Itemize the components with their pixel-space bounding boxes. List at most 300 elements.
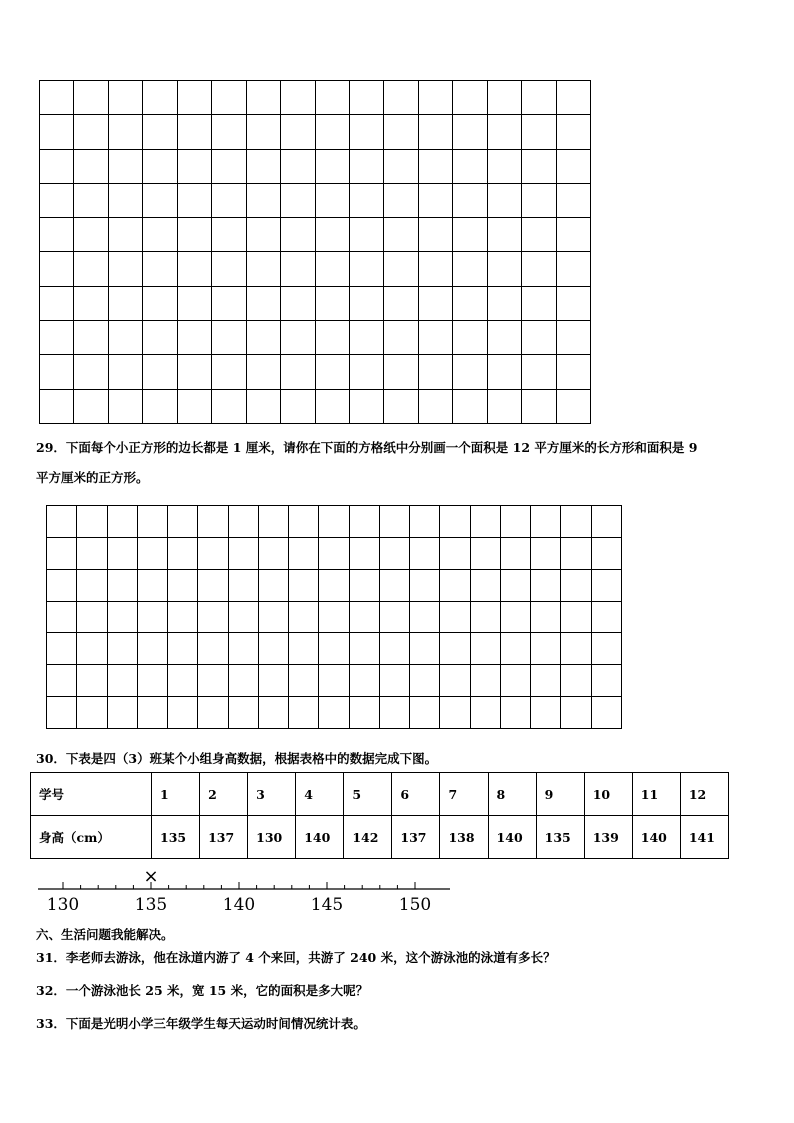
grid-cell[interactable] bbox=[281, 321, 315, 355]
grid-cell[interactable] bbox=[74, 355, 108, 389]
grid-cell[interactable] bbox=[384, 183, 418, 217]
grid-cell[interactable] bbox=[453, 252, 487, 286]
grid-cell[interactable] bbox=[500, 633, 530, 665]
grid-cell[interactable] bbox=[281, 115, 315, 149]
grid-cell[interactable] bbox=[561, 569, 591, 601]
grid-cell[interactable] bbox=[522, 252, 556, 286]
grid-cell[interactable] bbox=[487, 286, 521, 320]
grid-cell[interactable] bbox=[228, 569, 258, 601]
grid-cell[interactable] bbox=[453, 81, 487, 115]
grid-cell[interactable] bbox=[522, 218, 556, 252]
grid-cell[interactable] bbox=[47, 569, 77, 601]
grid-cell[interactable] bbox=[591, 537, 622, 569]
grid-cell[interactable] bbox=[410, 506, 440, 538]
grid-cell[interactable] bbox=[281, 218, 315, 252]
grid-cell[interactable] bbox=[522, 115, 556, 149]
grid-cell[interactable] bbox=[246, 81, 280, 115]
grid-cell[interactable] bbox=[228, 601, 258, 633]
grid-cell[interactable] bbox=[349, 506, 379, 538]
grid-cell[interactable] bbox=[556, 321, 590, 355]
grid-cell[interactable] bbox=[487, 183, 521, 217]
grid-cell[interactable] bbox=[487, 218, 521, 252]
grid-cell[interactable] bbox=[228, 537, 258, 569]
grid-cell[interactable] bbox=[137, 633, 167, 665]
grid-cell[interactable] bbox=[591, 569, 622, 601]
grid-cell[interactable] bbox=[107, 633, 137, 665]
grid-cell[interactable] bbox=[77, 506, 107, 538]
grid-row bbox=[47, 506, 622, 538]
grid-cell[interactable] bbox=[168, 537, 198, 569]
grid-cell[interactable] bbox=[440, 665, 470, 697]
grid-cell[interactable] bbox=[212, 183, 246, 217]
grid-cell[interactable] bbox=[108, 355, 142, 389]
grid-cell[interactable] bbox=[168, 569, 198, 601]
grid-cell[interactable] bbox=[177, 81, 211, 115]
grid-cell[interactable] bbox=[410, 569, 440, 601]
grid-cell[interactable] bbox=[137, 697, 167, 729]
grid-cell[interactable] bbox=[137, 506, 167, 538]
grid-row bbox=[40, 149, 591, 183]
grid-cell[interactable] bbox=[315, 389, 349, 423]
grid-cell[interactable] bbox=[108, 81, 142, 115]
grid-cell[interactable] bbox=[315, 355, 349, 389]
grid-cell[interactable] bbox=[108, 252, 142, 286]
grid-cell[interactable] bbox=[453, 321, 487, 355]
grid-cell[interactable] bbox=[418, 286, 452, 320]
grid-cell[interactable] bbox=[349, 665, 379, 697]
grid-cell[interactable] bbox=[500, 697, 530, 729]
grid-cell[interactable] bbox=[556, 389, 590, 423]
grid-cell[interactable] bbox=[77, 537, 107, 569]
grid-cell[interactable] bbox=[470, 537, 500, 569]
grid-cell[interactable] bbox=[107, 506, 137, 538]
grid-cell[interactable] bbox=[228, 665, 258, 697]
grid-cell[interactable] bbox=[531, 665, 561, 697]
grid-cell[interactable] bbox=[74, 252, 108, 286]
grid-cell[interactable] bbox=[258, 633, 288, 665]
grid-cell[interactable] bbox=[487, 81, 521, 115]
grid-cell[interactable] bbox=[143, 183, 177, 217]
grid-cell[interactable] bbox=[556, 218, 590, 252]
grid-cell[interactable] bbox=[258, 506, 288, 538]
grid-cell[interactable] bbox=[384, 286, 418, 320]
grid-cell[interactable] bbox=[177, 115, 211, 149]
grid-cell[interactable] bbox=[500, 665, 530, 697]
grid-cell[interactable] bbox=[315, 321, 349, 355]
grid-cell[interactable] bbox=[108, 389, 142, 423]
grid-cell[interactable] bbox=[40, 321, 74, 355]
grid-cell[interactable] bbox=[212, 355, 246, 389]
grid-cell[interactable] bbox=[143, 81, 177, 115]
grid-cell[interactable] bbox=[177, 389, 211, 423]
grid-cell[interactable] bbox=[522, 389, 556, 423]
grid-cell[interactable] bbox=[384, 355, 418, 389]
grid-cell[interactable] bbox=[379, 697, 409, 729]
grid-cell[interactable] bbox=[137, 665, 167, 697]
grid-cell[interactable] bbox=[470, 697, 500, 729]
grid-cell[interactable] bbox=[319, 633, 349, 665]
grid-cell[interactable] bbox=[591, 506, 622, 538]
grid-cell[interactable] bbox=[418, 115, 452, 149]
grid-cell[interactable] bbox=[440, 537, 470, 569]
grid-cell[interactable] bbox=[246, 355, 280, 389]
grid-cell[interactable] bbox=[40, 81, 74, 115]
grid-cell[interactable] bbox=[319, 697, 349, 729]
grid-cell[interactable] bbox=[315, 81, 349, 115]
grid-cell[interactable] bbox=[47, 697, 77, 729]
grid-cell[interactable] bbox=[410, 665, 440, 697]
grid-cell[interactable] bbox=[107, 601, 137, 633]
grid-cell[interactable] bbox=[47, 633, 77, 665]
grid-cell[interactable] bbox=[40, 389, 74, 423]
grid-cell[interactable] bbox=[168, 665, 198, 697]
grid-cell[interactable] bbox=[143, 355, 177, 389]
grid-cell[interactable] bbox=[281, 81, 315, 115]
grid-cell[interactable] bbox=[40, 183, 74, 217]
grid-cell[interactable] bbox=[228, 506, 258, 538]
grid-cell[interactable] bbox=[349, 183, 383, 217]
grid-cell[interactable] bbox=[561, 665, 591, 697]
grid-cell[interactable] bbox=[531, 506, 561, 538]
grid-cell[interactable] bbox=[522, 149, 556, 183]
grid-cell[interactable] bbox=[319, 569, 349, 601]
grid-cell[interactable] bbox=[349, 355, 383, 389]
grid-cell[interactable] bbox=[591, 633, 622, 665]
grid-cell[interactable] bbox=[246, 286, 280, 320]
grid-cell[interactable] bbox=[143, 389, 177, 423]
grid-cell[interactable] bbox=[384, 81, 418, 115]
grid-cell[interactable] bbox=[522, 355, 556, 389]
grid-cell[interactable] bbox=[561, 633, 591, 665]
grid-cell[interactable] bbox=[281, 252, 315, 286]
grid-cell[interactable] bbox=[379, 506, 409, 538]
grid-cell[interactable] bbox=[531, 633, 561, 665]
grid-cell[interactable] bbox=[453, 389, 487, 423]
grid-cell[interactable] bbox=[384, 115, 418, 149]
grid-cell[interactable] bbox=[108, 149, 142, 183]
grid-cell[interactable] bbox=[522, 81, 556, 115]
grid-cell[interactable] bbox=[556, 149, 590, 183]
grid-cell[interactable] bbox=[453, 115, 487, 149]
grid-cell[interactable] bbox=[40, 115, 74, 149]
grid-cell[interactable] bbox=[40, 286, 74, 320]
grid-cell[interactable] bbox=[440, 633, 470, 665]
grid-cell[interactable] bbox=[500, 537, 530, 569]
grid-cell[interactable] bbox=[522, 286, 556, 320]
grid-cell[interactable] bbox=[289, 697, 319, 729]
grid-cell[interactable] bbox=[74, 286, 108, 320]
grid-cell[interactable] bbox=[418, 183, 452, 217]
grid-cell[interactable] bbox=[47, 506, 77, 538]
grid-cell[interactable] bbox=[177, 321, 211, 355]
grid-cell[interactable] bbox=[531, 537, 561, 569]
grid-cell[interactable] bbox=[487, 321, 521, 355]
grid-cell[interactable] bbox=[453, 286, 487, 320]
grid-cell[interactable] bbox=[349, 115, 383, 149]
grid-cell[interactable] bbox=[74, 149, 108, 183]
grid-cell[interactable] bbox=[561, 537, 591, 569]
grid-cell[interactable] bbox=[137, 537, 167, 569]
grid-cell[interactable] bbox=[137, 569, 167, 601]
grid-cell[interactable] bbox=[47, 537, 77, 569]
grid-cell[interactable] bbox=[487, 389, 521, 423]
grid-cell[interactable] bbox=[522, 183, 556, 217]
grid-cell[interactable] bbox=[74, 321, 108, 355]
grid-cell[interactable] bbox=[315, 149, 349, 183]
grid-cell[interactable] bbox=[470, 601, 500, 633]
grid-cell[interactable] bbox=[440, 697, 470, 729]
grid-cell[interactable] bbox=[349, 321, 383, 355]
grid-cell[interactable] bbox=[289, 569, 319, 601]
grid-cell[interactable] bbox=[379, 569, 409, 601]
height-header: 身高（cm） bbox=[31, 816, 152, 859]
grid-cell[interactable] bbox=[74, 218, 108, 252]
grid-cell[interactable] bbox=[418, 218, 452, 252]
grid-cell[interactable] bbox=[453, 218, 487, 252]
grid-cell[interactable] bbox=[168, 633, 198, 665]
grid-cell[interactable] bbox=[384, 218, 418, 252]
grid-cell[interactable] bbox=[315, 183, 349, 217]
grid-cell[interactable] bbox=[246, 149, 280, 183]
grid-cell[interactable] bbox=[198, 537, 228, 569]
grid-cell[interactable] bbox=[108, 115, 142, 149]
grid-cell[interactable] bbox=[379, 537, 409, 569]
grid-cell[interactable] bbox=[289, 665, 319, 697]
grid-cell[interactable] bbox=[487, 252, 521, 286]
grid-cell[interactable] bbox=[349, 697, 379, 729]
grid-cell[interactable] bbox=[143, 218, 177, 252]
data-mark: × bbox=[143, 866, 159, 887]
grid-cell[interactable] bbox=[108, 321, 142, 355]
grid-cell[interactable] bbox=[470, 569, 500, 601]
grid-cell[interactable] bbox=[168, 697, 198, 729]
grid-cell[interactable] bbox=[281, 389, 315, 423]
grid-cell[interactable] bbox=[228, 633, 258, 665]
grid-cell[interactable] bbox=[410, 601, 440, 633]
grid-cell[interactable] bbox=[77, 633, 107, 665]
grid-cell[interactable] bbox=[379, 665, 409, 697]
grid-cell[interactable] bbox=[246, 115, 280, 149]
grid-cell[interactable] bbox=[487, 149, 521, 183]
grid-cell[interactable] bbox=[47, 665, 77, 697]
grid-cell[interactable] bbox=[143, 149, 177, 183]
grid-cell[interactable] bbox=[384, 252, 418, 286]
grid-cell[interactable] bbox=[531, 601, 561, 633]
grid-cell[interactable] bbox=[289, 601, 319, 633]
grid-row bbox=[47, 633, 622, 665]
grid-cell[interactable] bbox=[177, 218, 211, 252]
grid-cell[interactable] bbox=[349, 218, 383, 252]
grid-cell[interactable] bbox=[107, 569, 137, 601]
grid-cell[interactable] bbox=[319, 506, 349, 538]
grid-cell[interactable] bbox=[500, 569, 530, 601]
grid-cell[interactable] bbox=[246, 183, 280, 217]
grid-cell[interactable] bbox=[168, 506, 198, 538]
grid-cell[interactable] bbox=[319, 665, 349, 697]
grid-cell[interactable] bbox=[198, 697, 228, 729]
grid-cell[interactable] bbox=[410, 633, 440, 665]
grid-cell[interactable] bbox=[379, 633, 409, 665]
grid-cell[interactable] bbox=[198, 633, 228, 665]
grid-cell[interactable] bbox=[289, 633, 319, 665]
grid-cell[interactable] bbox=[143, 252, 177, 286]
grid-cell[interactable] bbox=[40, 252, 74, 286]
grid-cell[interactable] bbox=[591, 601, 622, 633]
grid-cell[interactable] bbox=[440, 506, 470, 538]
grid-cell[interactable] bbox=[108, 286, 142, 320]
grid-cell[interactable] bbox=[40, 218, 74, 252]
grid-cell[interactable] bbox=[212, 252, 246, 286]
grid-cell[interactable] bbox=[418, 355, 452, 389]
grid-cell[interactable] bbox=[40, 355, 74, 389]
grid-cell[interactable] bbox=[349, 252, 383, 286]
grid-cell[interactable] bbox=[418, 81, 452, 115]
grid-cell[interactable] bbox=[384, 321, 418, 355]
grid-cell[interactable] bbox=[108, 218, 142, 252]
grid-cell[interactable] bbox=[315, 286, 349, 320]
grid-cell[interactable] bbox=[319, 537, 349, 569]
grid-cell[interactable] bbox=[143, 115, 177, 149]
grid-cell[interactable] bbox=[258, 601, 288, 633]
grid-cell[interactable] bbox=[410, 537, 440, 569]
grid-cell[interactable] bbox=[556, 115, 590, 149]
grid-cell[interactable] bbox=[556, 183, 590, 217]
grid-cell[interactable] bbox=[561, 697, 591, 729]
grid-cell[interactable] bbox=[440, 601, 470, 633]
grid-cell[interactable] bbox=[453, 183, 487, 217]
grid-cell[interactable] bbox=[77, 665, 107, 697]
grid-cell[interactable] bbox=[315, 115, 349, 149]
grid-cell[interactable] bbox=[591, 665, 622, 697]
grid-cell[interactable] bbox=[556, 286, 590, 320]
grid-cell[interactable] bbox=[349, 601, 379, 633]
grid-cell[interactable] bbox=[349, 569, 379, 601]
grid-cell[interactable] bbox=[212, 389, 246, 423]
grid-cell[interactable] bbox=[246, 252, 280, 286]
grid-cell[interactable] bbox=[289, 537, 319, 569]
grid-cell[interactable] bbox=[349, 537, 379, 569]
grid-cell[interactable] bbox=[228, 697, 258, 729]
grid-cell[interactable] bbox=[591, 697, 622, 729]
grid-cell[interactable] bbox=[74, 115, 108, 149]
grid-cell[interactable] bbox=[556, 252, 590, 286]
grid-cell[interactable] bbox=[384, 149, 418, 183]
grid-cell[interactable] bbox=[246, 321, 280, 355]
grid-cell[interactable] bbox=[418, 252, 452, 286]
grid-cell[interactable] bbox=[487, 115, 521, 149]
grid-cell[interactable] bbox=[77, 697, 107, 729]
grid-cell[interactable] bbox=[319, 601, 349, 633]
grid-cell[interactable] bbox=[561, 506, 591, 538]
grid-cell[interactable] bbox=[349, 81, 383, 115]
grid-cell[interactable] bbox=[40, 149, 74, 183]
grid-cell[interactable] bbox=[281, 286, 315, 320]
grid-cell[interactable] bbox=[561, 601, 591, 633]
grid-cell[interactable] bbox=[531, 569, 561, 601]
grid-cell[interactable] bbox=[379, 601, 409, 633]
grid-cell[interactable] bbox=[500, 506, 530, 538]
grid-cell[interactable] bbox=[177, 149, 211, 183]
grid-cell[interactable] bbox=[349, 149, 383, 183]
grid-cell[interactable] bbox=[74, 183, 108, 217]
grid-cell[interactable] bbox=[315, 252, 349, 286]
grid-cell[interactable] bbox=[531, 697, 561, 729]
grid-cell[interactable] bbox=[281, 355, 315, 389]
height-cell: 135 bbox=[536, 816, 584, 859]
grid-cell[interactable] bbox=[212, 286, 246, 320]
grid-cell[interactable] bbox=[315, 218, 349, 252]
grid-cell[interactable] bbox=[137, 601, 167, 633]
grid-cell[interactable] bbox=[212, 81, 246, 115]
grid-cell[interactable] bbox=[198, 601, 228, 633]
grid-cell[interactable] bbox=[258, 697, 288, 729]
grid-cell[interactable] bbox=[212, 218, 246, 252]
grid-cell[interactable] bbox=[246, 218, 280, 252]
grid-cell[interactable] bbox=[487, 355, 521, 389]
grid-cell[interactable] bbox=[349, 633, 379, 665]
grid-cell[interactable] bbox=[47, 601, 77, 633]
grid-cell[interactable] bbox=[258, 569, 288, 601]
grid-cell[interactable] bbox=[258, 665, 288, 697]
grid-cell[interactable] bbox=[77, 601, 107, 633]
grid-cell[interactable] bbox=[177, 183, 211, 217]
grid-cell[interactable] bbox=[168, 601, 198, 633]
grid-cell[interactable] bbox=[108, 183, 142, 217]
grid-cell[interactable] bbox=[453, 355, 487, 389]
grid-cell[interactable] bbox=[500, 601, 530, 633]
grid-cell[interactable] bbox=[143, 321, 177, 355]
grid-cell[interactable] bbox=[522, 321, 556, 355]
question-30-text: 30．下表是四（3）班某个小组身高数据，根据表格中的数据完成下图。 bbox=[36, 751, 438, 766]
grid-cell[interactable] bbox=[143, 286, 177, 320]
grid-cell[interactable] bbox=[418, 321, 452, 355]
grid-cell[interactable] bbox=[177, 355, 211, 389]
grid-cell[interactable] bbox=[107, 537, 137, 569]
grid-cell[interactable] bbox=[384, 389, 418, 423]
grid-cell[interactable] bbox=[74, 389, 108, 423]
grid-cell[interactable] bbox=[212, 149, 246, 183]
grid-cell[interactable] bbox=[246, 389, 280, 423]
grid-cell[interactable] bbox=[177, 252, 211, 286]
grid-cell[interactable] bbox=[74, 81, 108, 115]
grid-cell[interactable] bbox=[440, 569, 470, 601]
grid-cell[interactable] bbox=[107, 697, 137, 729]
grid-cell[interactable] bbox=[556, 81, 590, 115]
grid-cell[interactable] bbox=[198, 665, 228, 697]
grid-cell[interactable] bbox=[470, 665, 500, 697]
grid-cell[interactable] bbox=[470, 633, 500, 665]
grid-cell[interactable] bbox=[258, 537, 288, 569]
grid-cell[interactable] bbox=[349, 389, 383, 423]
grid-cell[interactable] bbox=[289, 506, 319, 538]
grid-cell[interactable] bbox=[453, 149, 487, 183]
grid-cell[interactable] bbox=[212, 115, 246, 149]
grid-cell[interactable] bbox=[177, 286, 211, 320]
grid-cell[interactable] bbox=[470, 506, 500, 538]
grid-cell[interactable] bbox=[198, 569, 228, 601]
grid-cell[interactable] bbox=[410, 697, 440, 729]
grid-cell[interactable] bbox=[281, 149, 315, 183]
grid-cell[interactable] bbox=[418, 389, 452, 423]
grid-cell[interactable] bbox=[107, 665, 137, 697]
grid-cell[interactable] bbox=[349, 286, 383, 320]
grid-cell[interactable] bbox=[556, 355, 590, 389]
grid-cell[interactable] bbox=[212, 321, 246, 355]
grid-cell[interactable] bbox=[418, 149, 452, 183]
grid-cell[interactable] bbox=[198, 506, 228, 538]
grid-cell[interactable] bbox=[281, 183, 315, 217]
grid-cell[interactable] bbox=[77, 569, 107, 601]
